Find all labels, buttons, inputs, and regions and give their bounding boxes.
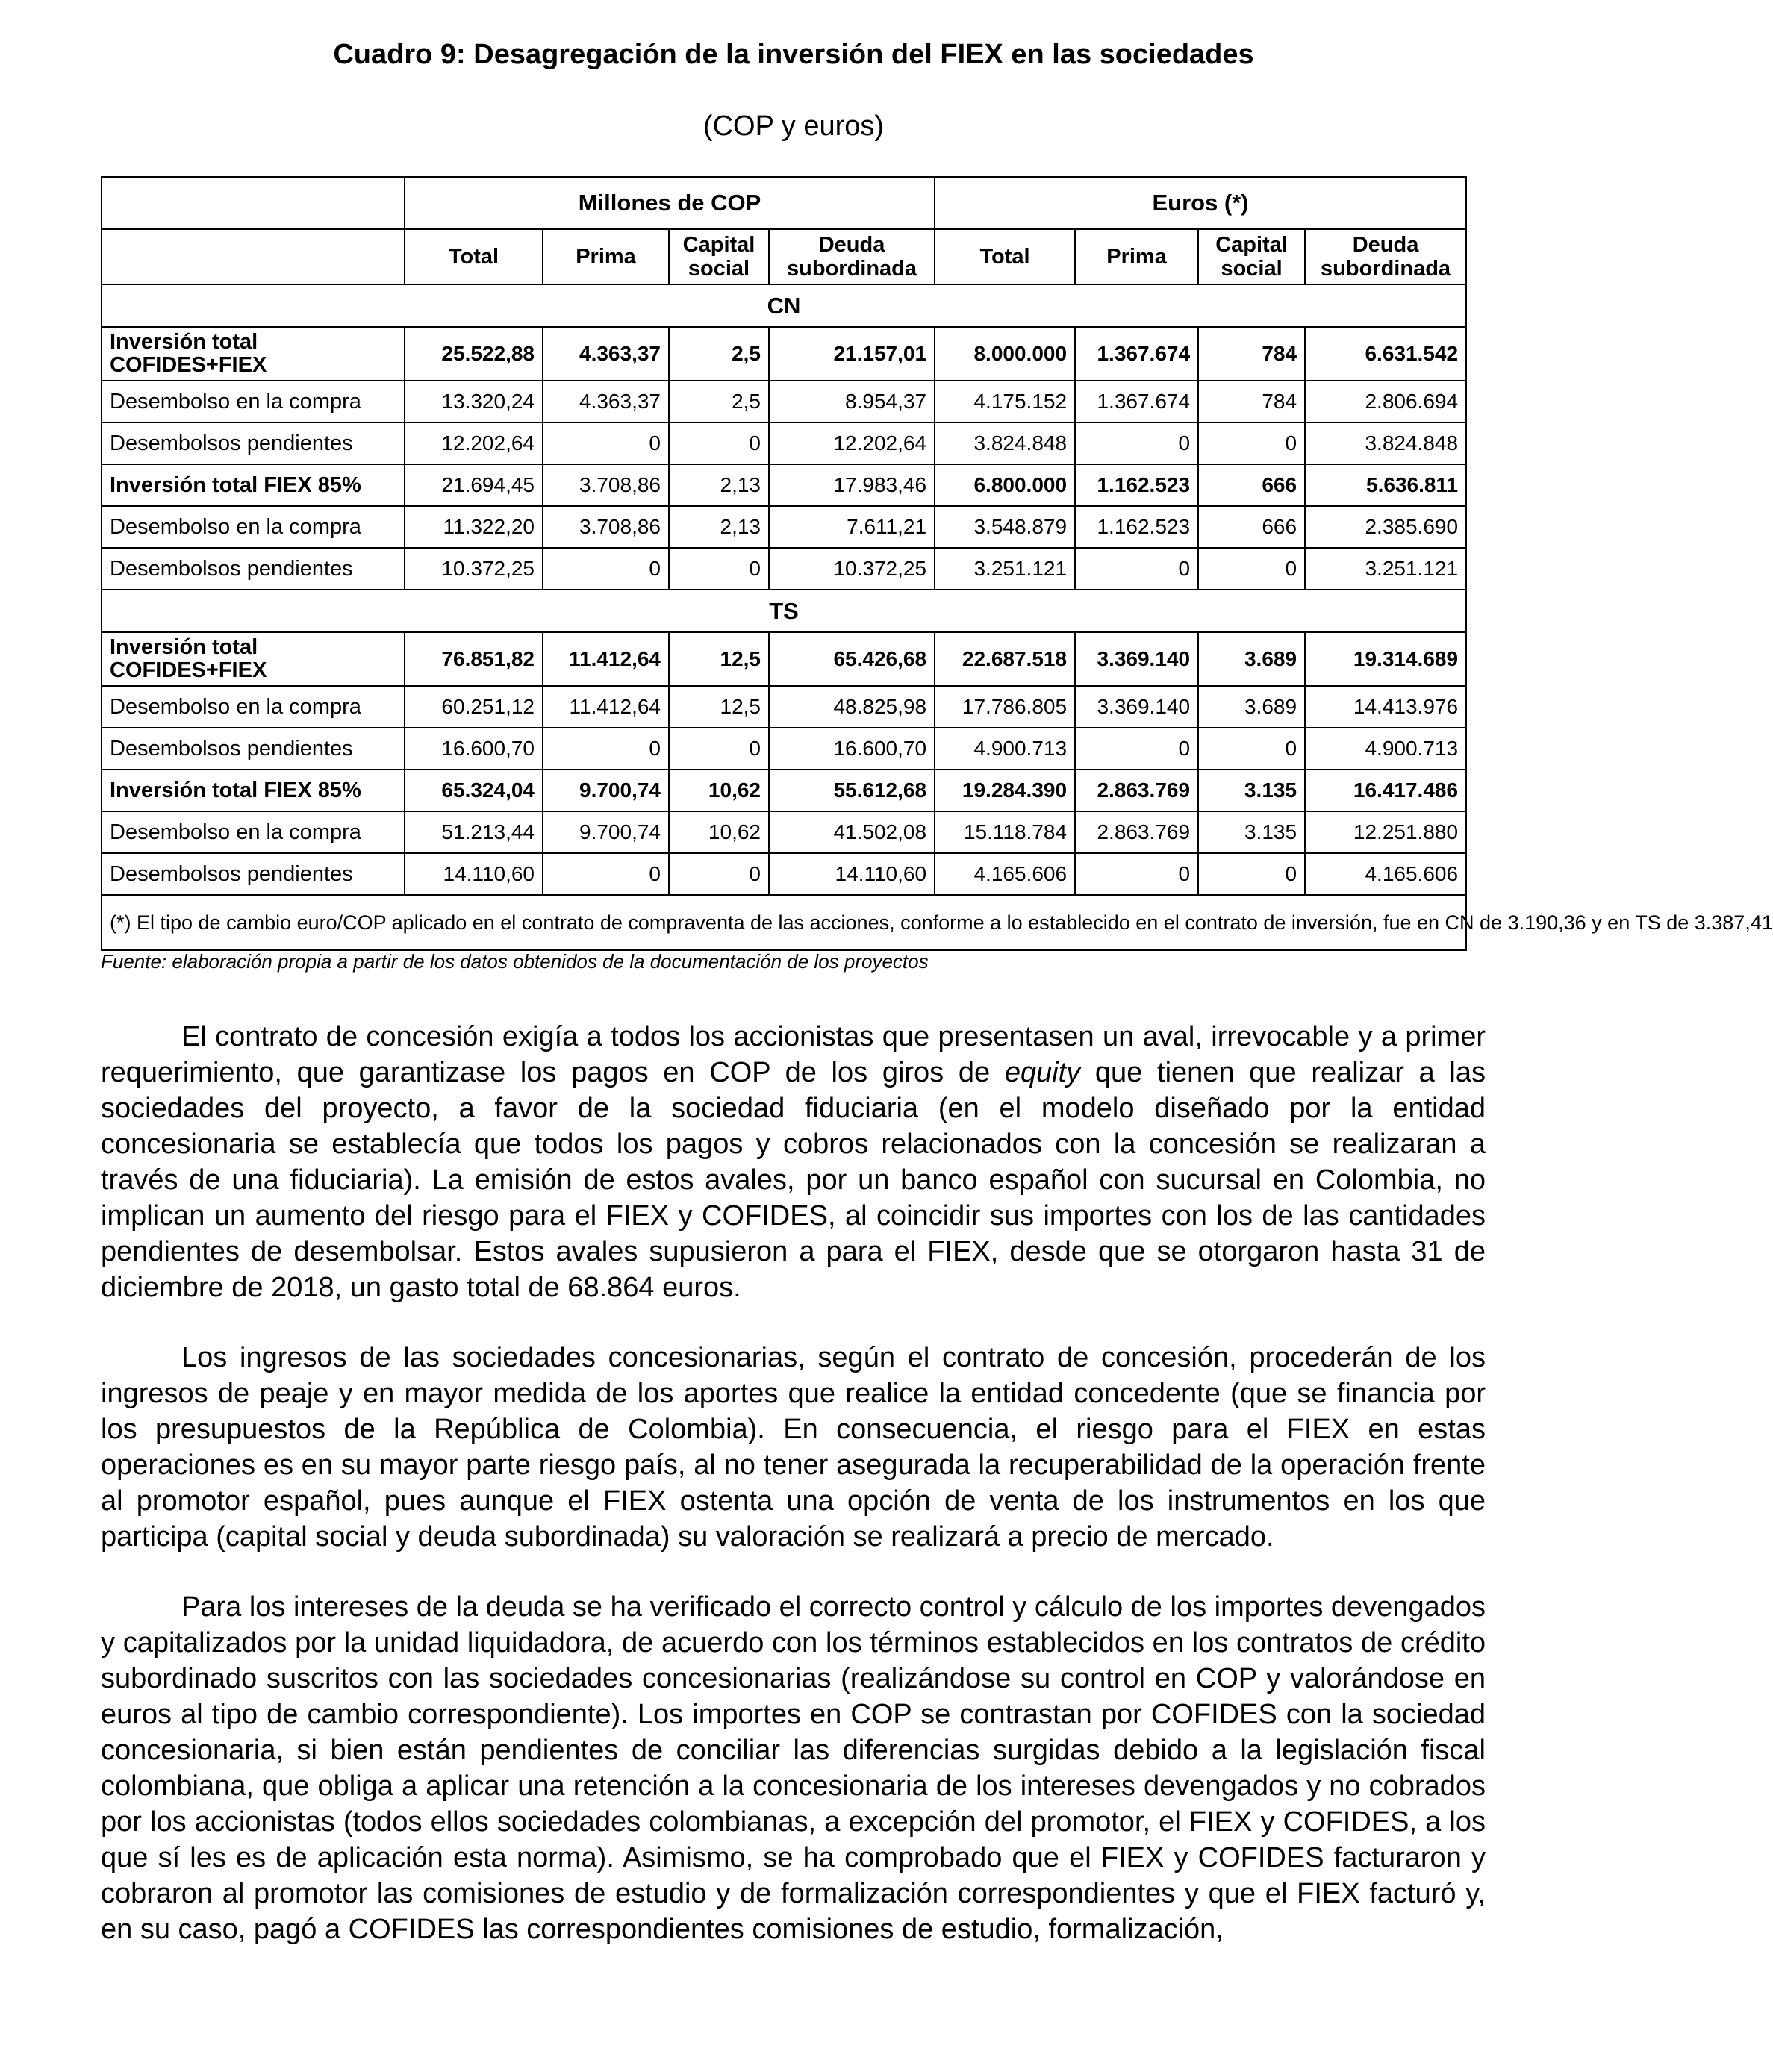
col-header-eur-capital: Capital social [1198, 229, 1305, 284]
investment-table [101, 176, 1773, 951]
table-cell: 4.165.606 [935, 853, 1075, 895]
table-cell: 666 [1198, 464, 1305, 506]
table-cell: 55.612,68 [769, 770, 935, 811]
table-cell: 60.251,12 [405, 686, 543, 728]
table-cell: 19.314.689 [1305, 632, 1466, 686]
table-cell: 6.631.542 [1305, 327, 1466, 381]
table-cell: 0 [669, 728, 769, 770]
table-cell: 2.863.769 [1075, 770, 1198, 811]
table-cell: 2.385.690 [1305, 506, 1466, 548]
table-cell: 6.800.000 [935, 464, 1075, 506]
table-cell: 3.251.121 [935, 548, 1075, 590]
table-row [102, 770, 1466, 811]
body-text [101, 1019, 1486, 1947]
row-label: Inversión total FIEX 85% [102, 464, 405, 506]
table-cell: 11.412,64 [543, 686, 669, 728]
row-label: Inversión total COFIDES+FIEX [102, 632, 405, 686]
table-cell: 3.369.140 [1075, 632, 1198, 686]
table-row [102, 728, 1466, 770]
table-cell: 4.363,37 [543, 327, 669, 381]
table-cell: 8.000.000 [935, 327, 1075, 381]
table-cell: 8.954,37 [769, 381, 935, 422]
table-cell: 14.413.976 [1305, 686, 1466, 728]
col-header-cop-deuda: Deuda subordinada [769, 229, 935, 284]
table-cell: 3.708,86 [543, 464, 669, 506]
table-cell: 7.611,21 [769, 506, 935, 548]
table-cell: 17.786.805 [935, 686, 1075, 728]
table-cell: 0 [1198, 422, 1305, 464]
table-cell: 666 [1198, 506, 1305, 548]
table-cell: 4.175.152 [935, 381, 1075, 422]
section-header-ts: TS [102, 590, 1466, 632]
table-cell: 0 [543, 548, 669, 590]
table-cell: 10.372,25 [769, 548, 935, 590]
table-cell: 784 [1198, 327, 1305, 381]
table-cell: 2,13 [669, 464, 769, 506]
table-row [102, 327, 1466, 381]
table-row [102, 548, 1466, 590]
row-label: Inversión total COFIDES+FIEX [102, 327, 405, 381]
table-cell: 65.426,68 [769, 632, 935, 686]
table-cell: 14.110,60 [769, 853, 935, 895]
table-row [102, 686, 1466, 728]
header-corner-sub [102, 229, 405, 284]
table-cell: 19.284.390 [935, 770, 1075, 811]
col-header-eur-deuda: Deuda subordinada [1305, 229, 1466, 284]
row-label: Desembolso en la compra [102, 686, 405, 728]
table-cell: 3.689 [1198, 632, 1305, 686]
table-footnote: (*) El tipo de cambio euro/COP aplicado en el contrato de compraventa de las acciones, conforme a lo establecido en el contrato de inversión, fue en CN de 3.190,36 y en TS de 3.387,41 [102, 895, 1466, 950]
table-cell: 2,5 [669, 381, 769, 422]
header-group-cop: Millones de COP [405, 177, 935, 229]
table-cell: 4.165.606 [1305, 853, 1466, 895]
table-row [102, 811, 1466, 853]
table-cell: 16.417.486 [1305, 770, 1466, 811]
table-cell: 5.636.811 [1305, 464, 1466, 506]
table-cell: 2.863.769 [1075, 811, 1198, 853]
col-header-cop-capital: Capital social [669, 229, 769, 284]
table-cell: 17.983,46 [769, 464, 935, 506]
table-cell: 3.824.848 [935, 422, 1075, 464]
table-cell: 3.548.879 [935, 506, 1075, 548]
table-cell: 3.251.121 [1305, 548, 1466, 590]
table-cell: 14.110,60 [405, 853, 543, 895]
table-cell: 0 [1198, 728, 1305, 770]
table-cell: 3.369.140 [1075, 686, 1198, 728]
table-cell: 4.363,37 [543, 381, 669, 422]
table-row [102, 632, 1466, 686]
table-cell: 2.806.694 [1305, 381, 1466, 422]
table-cell: 0 [1075, 728, 1198, 770]
table-row [102, 381, 1466, 422]
table-cell: 76.851,82 [405, 632, 543, 686]
table-row [102, 422, 1466, 464]
table-cell: 12.251.880 [1305, 811, 1466, 853]
table-cell: 48.825,98 [769, 686, 935, 728]
col-header-cop-prima: Prima [543, 229, 669, 284]
table-row [102, 464, 1466, 506]
table-cell: 41.502,08 [769, 811, 935, 853]
paragraph-1: El contrato de concesión exigía a todos los accionistas que presentasen un aval, irrevocable y a primer requerimiento, que garantizase los pagos en COP de los giros de equity que tienen que realizar a las sociedades del proyecto, a favor de la sociedad fiduciaria (en el modelo diseñado por la entidad concesionaria se establecía que todos los pagos y cobros relacionados con la concesión se realizaran a través de una fiduciaria). La emisión de estos avales, por un banco español con sucursal en Colombia, no implican un aumento del riesgo para el FIEX y COFIDES, al coincidir sus importes con los de las cantidades pendientes de desembolsar. Estos avales supusieron a para el FIEX, desde que se otorgaron hasta 31 de diciembre de 2018, un gasto total de 68.864 euros. [101, 1021, 1486, 1303]
table-cell: 0 [543, 728, 669, 770]
paragraph-3: Para los intereses de la deuda se ha verificado el correcto control y cálculo de los importes devengados y capitalizados por la unidad liquidadora, de acuerdo con los términos establecidos en los contratos de crédito subordinado suscritos con las sociedades concesionarias (realizándose su control en COP y valorándose en euros al tipo de cambio correspondiente). Los importes en COP se contrastan por COFIDES con la sociedad concesionaria, si bien están pendientes de conciliar las diferencias surgidas debido a la legislación fiscal colombiana, que obliga a aplicar una retención a la concesionaria de los intereses devengados y no cobrados por los accionistas (todos ellos sociedades colombianas, a excepción del promotor, el FIEX y COFIDES, a los que sí les es de aplicación esta norma). Asimismo, se ha comprobado que el FIEX y COFIDES facturaron y cobraron al promotor las comisiones de estudio y de formalización correspondientes y que el FIEX facturó y, en su caso, pagó a COFIDES las correspondientes comisiones de estudio, formalización, [101, 1591, 1486, 1945]
table-cell: 9.700,74 [543, 811, 669, 853]
table-subtitle: (COP y euros) [702, 110, 885, 142]
table-cell: 10,62 [669, 811, 769, 853]
header-group-eur: Euros (*) [935, 177, 1466, 229]
table-cell: 22.687.518 [935, 632, 1075, 686]
col-header-eur-prima: Prima [1075, 229, 1198, 284]
table-cell: 3.135 [1198, 770, 1305, 811]
table-cell: 0 [669, 548, 769, 590]
table-cell: 11.412,64 [543, 632, 669, 686]
table-cell: 25.522,88 [405, 327, 543, 381]
row-label: Desembolsos pendientes [102, 548, 405, 590]
table-cell: 3.689 [1198, 686, 1305, 728]
table-cell: 12,5 [669, 686, 769, 728]
table-cell: 9.700,74 [543, 770, 669, 811]
table-cell: 13.320,24 [405, 381, 543, 422]
table-cell: 0 [543, 853, 669, 895]
table-cell: 65.324,04 [405, 770, 543, 811]
table-cell: 16.600,70 [405, 728, 543, 770]
table-cell: 0 [669, 853, 769, 895]
paragraph-2: Los ingresos de las sociedades concesionarias, según el contrato de concesión, procederán de los ingresos de peaje y en mayor medida de los aportes que realice la entidad concedente (que se financia por los presupuestos de la República de Colombia). En consecuencia, el riesgo para el FIEX en estas operaciones es en su mayor parte riesgo país, al no tener asegurada la recuperabilidad de la operación frente al promotor español, pues aunque el FIEX ostenta una opción de venta de los instrumentos en los que participa (capital social y deuda subordinada) su valoración se realizará a precio de mercado. [101, 1342, 1486, 1553]
table-cell: 3.708,86 [543, 506, 669, 548]
row-label: Desembolso en la compra [102, 811, 405, 853]
table-cell: 10,62 [669, 770, 769, 811]
table-cell: 12.202,64 [769, 422, 935, 464]
table-cell: 1.162.523 [1075, 506, 1198, 548]
table-cell: 2,5 [669, 327, 769, 381]
table-row [102, 506, 1466, 548]
table-cell: 11.322,20 [405, 506, 543, 548]
table-row [102, 853, 1466, 895]
table-cell: 10.372,25 [405, 548, 543, 590]
table-cell: 2,13 [669, 506, 769, 548]
table-cell: 1.367.674 [1075, 381, 1198, 422]
section-header-cn: CN [102, 284, 1466, 327]
table-cell: 3.824.848 [1305, 422, 1466, 464]
table-cell: 0 [1075, 422, 1198, 464]
table-cell: 0 [543, 422, 669, 464]
table-cell: 15.118.784 [935, 811, 1075, 853]
row-label: Inversión total FIEX 85% [102, 770, 405, 811]
table-cell: 1.162.523 [1075, 464, 1198, 506]
table-cell: 12,5 [669, 632, 769, 686]
col-header-eur-total: Total [935, 229, 1075, 284]
table-cell: 4.900.713 [935, 728, 1075, 770]
table-cell: 51.213,44 [405, 811, 543, 853]
table-cell: 21.157,01 [769, 327, 935, 381]
row-label: Desembolso en la compra [102, 381, 405, 422]
italic-term: equity [1004, 1057, 1081, 1088]
table-cell: 0 [669, 422, 769, 464]
table-cell: 16.600,70 [769, 728, 935, 770]
row-label: Desembolso en la compra [102, 506, 405, 548]
table-cell: 0 [1075, 853, 1198, 895]
table-cell: 0 [1198, 853, 1305, 895]
table-title: Cuadro 9: Desagregación de la inversión del FIEX en las sociedades [333, 39, 1254, 70]
col-header-cop-total: Total [405, 229, 543, 284]
table-cell: 3.135 [1198, 811, 1305, 853]
table-cell: 784 [1198, 381, 1305, 422]
table-cell: 0 [1075, 548, 1198, 590]
source-note: Fuente: elaboración propia a partir de los datos obtenidos de la documentación de los proyectos [101, 950, 929, 973]
table-cell: 21.694,45 [405, 464, 543, 506]
table-cell: 12.202,64 [405, 422, 543, 464]
row-label: Desembolsos pendientes [102, 853, 405, 895]
row-label: Desembolsos pendientes [102, 728, 405, 770]
table-cell: 1.367.674 [1075, 327, 1198, 381]
table-cell: 0 [1198, 548, 1305, 590]
header-corner [102, 177, 405, 229]
table-cell: 4.900.713 [1305, 728, 1466, 770]
row-label: Desembolsos pendientes [102, 422, 405, 464]
